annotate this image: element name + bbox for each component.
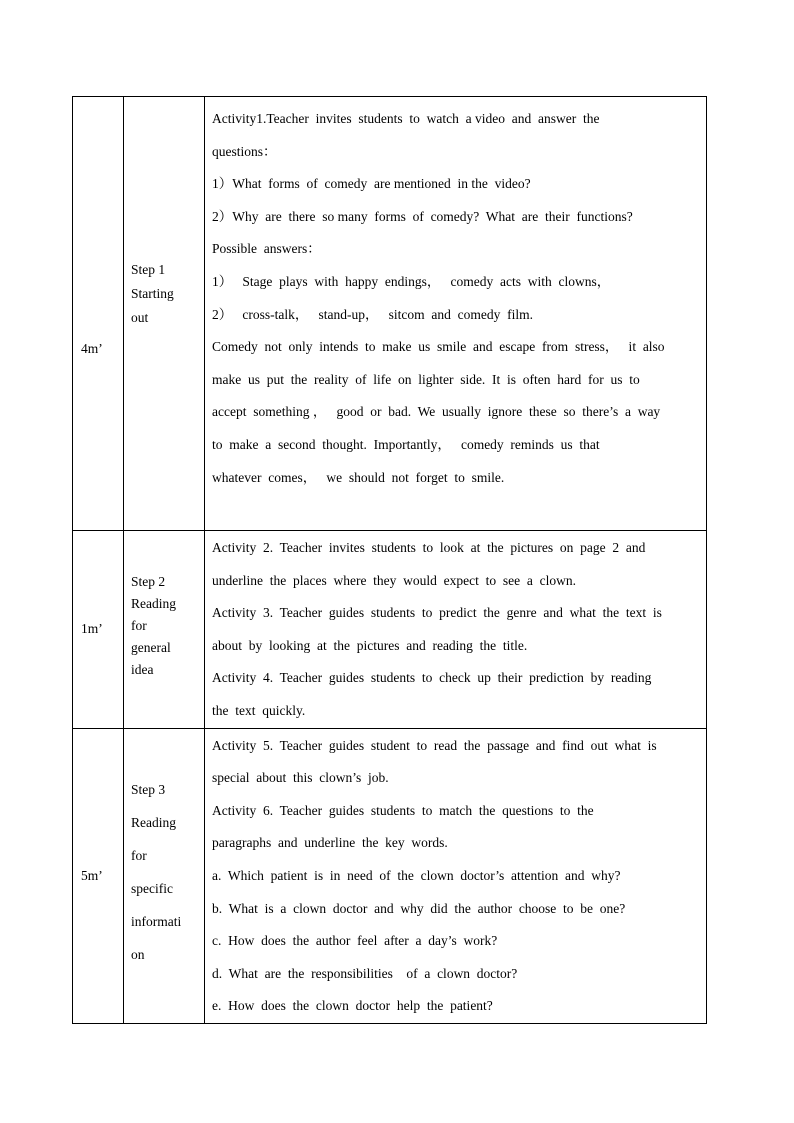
step-line: Reading	[131, 596, 176, 612]
activity-line: b. What is a clown doctor and why did the author choose to be one?	[212, 900, 626, 916]
step-line: out	[131, 309, 149, 325]
activity-line: about by looking at the pictures and reading the title.	[212, 637, 528, 653]
time-cell	[73, 531, 124, 729]
activity-line: Activity 3. Teacher guides students to predict the genre and what the text is	[212, 605, 662, 621]
activity-line: Comedy not only intends to make us smile and escape from stress， it also	[212, 339, 665, 355]
lesson-plan-table	[72, 96, 707, 1024]
time-label: 1m’	[81, 621, 103, 637]
step-line: informati	[131, 913, 182, 929]
step-line: Starting	[131, 285, 174, 301]
step-line: for	[131, 847, 147, 863]
step-title: Step 1	[131, 261, 166, 277]
activity-line: 1）What forms of comedy are mentioned in the video?	[212, 176, 531, 192]
activity-line: the text quickly.	[212, 702, 306, 718]
step-line: on	[131, 946, 145, 962]
activity-line: Activity 2. Teacher invites students to look at the pictures on page 2 and	[212, 540, 646, 555]
step-line: specific	[131, 880, 173, 896]
activity-line: e. How does the clown doctor help the patient?	[212, 998, 493, 1014]
activity-line: accept something ， good or bad. We usually ignore these so there’s a way	[212, 404, 661, 420]
table-row	[73, 728, 707, 1023]
step-title: Step 2	[131, 574, 166, 590]
activity-line: to make a second thought. Importantly， comedy reminds us that	[212, 436, 600, 452]
activity-line: Activity 5. Teacher guides student to read the passage and find out what is	[212, 737, 657, 753]
activity-cell	[205, 97, 707, 531]
step-title: Step 3	[131, 781, 166, 797]
activity-line: Possible answers：	[212, 241, 321, 257]
step-line: idea	[131, 662, 154, 678]
activity-line: Activity 6. Teacher guides students to match the questions to the	[212, 802, 594, 818]
step-cell	[124, 728, 205, 1023]
activity-cell	[205, 531, 707, 729]
activity-line: Activity1.Teacher invites students to watch a video and answer the	[212, 111, 600, 126]
step-cell	[124, 97, 205, 531]
step-cell	[124, 531, 205, 729]
activity-line: c. How does the author feel after a day’s work?	[212, 933, 498, 949]
activity-line: d. What are the responsibilities of a clown doctor?	[212, 965, 518, 981]
activity-line: 2） cross-talk， stand-up， sitcom and comedy film.	[212, 306, 533, 322]
activity-line: a. Which patient is in need of the clown doctor’s attention and why?	[212, 867, 621, 883]
activity-line: Activity 4. Teacher guides students to check up their prediction by reading	[212, 670, 652, 686]
activity-line: 1） Stage plays with happy endings， comedy acts with clowns，	[212, 273, 611, 289]
activity-line: underline the places where they would expect to see a clown.	[212, 572, 576, 588]
activity-line: whatever comes， we should not forget to smile.	[212, 469, 505, 485]
activity-line: special about this clown’s job.	[212, 770, 389, 786]
time-cell	[73, 97, 124, 531]
step-line: for	[131, 618, 147, 634]
activity-cell	[205, 728, 707, 1023]
step-line: Reading	[131, 814, 176, 830]
time-label: 5m’	[81, 867, 103, 883]
table-row	[73, 97, 707, 531]
activity-line: questions：	[212, 143, 277, 159]
time-cell	[73, 728, 124, 1023]
activity-line: paragraphs and underline the key words.	[212, 835, 448, 851]
activity-line: 2）Why are there so many forms of comedy? What are their functions?	[212, 208, 633, 224]
activity-line: make us put the reality of life on lighter side. It is often hard for us to	[212, 371, 640, 387]
table-row	[73, 531, 707, 729]
step-line: general	[131, 640, 171, 656]
time-label: 4m’	[81, 340, 103, 356]
